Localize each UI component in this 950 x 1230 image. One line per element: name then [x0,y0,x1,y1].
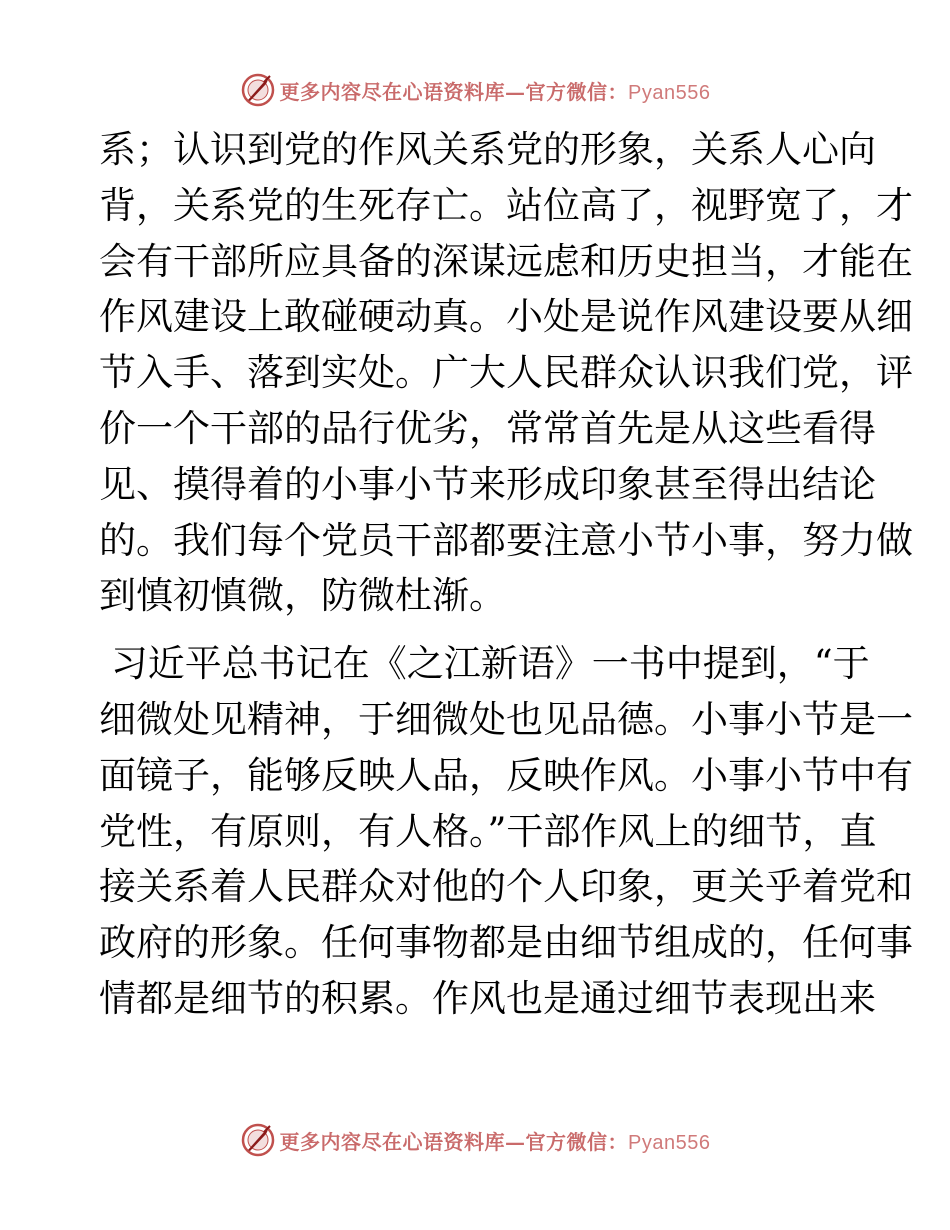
watermark-text: 更多内容尽在心语资料库—官方微信：Pyan556 [279,1129,711,1154]
text-line: 党性，有原则，有人格。”干部作风上的细节，直 [99,809,877,853]
text-line: 的。我们每个党员干部都要注意小节小事，努力做 [99,518,913,562]
footer-watermark [0,1120,950,1160]
text-line: 背，关系党的生死存亡。站位高了，视野宽了，才 [99,183,913,227]
paragraph-1 [99,122,913,624]
text-line: 节入手、落到实处。广大人民群众认识我们党，评 [99,351,913,395]
text-line: 面镜子，能够反映人品，反映作风。小事小节中有 [99,753,913,797]
text-line: 接关系着人民群众对他的个人印象，更关乎着党和 [99,865,913,909]
text-line: 到慎初慎微，防微杜渐。 [99,574,506,618]
text-line: 细微处见精神，于细微处也见品德。小事小节是一 [99,697,913,741]
quill-logo-icon [240,72,276,108]
header-watermark [0,70,950,110]
text-line: 政府的形象。任何事物都是由细节组成的，任何事 [99,921,913,965]
document-body [99,122,913,1027]
text-line: 见、摸得着的小事小节来形成印象甚至得出结论 [99,462,876,506]
watermark-wechat-id: Pyan556 [628,81,711,104]
quill-logo-icon [240,1122,276,1158]
text-line: 会有干部所应具备的深谋远虑和历史担当，才能在 [99,239,913,283]
text-line: 情都是细节的积累。作风也是通过细节表现出来 [99,976,876,1020]
text-line: 系；认识到党的作风关系党的形象，关系人心向 [99,128,876,171]
text-line: 价一个干部的品行优劣，常常首先是从这些看得 [99,406,876,450]
watermark-text: 更多内容尽在心语资料库—官方微信：Pyan556 [279,79,711,104]
paragraph-2 [99,636,913,1027]
watermark-wechat-id: Pyan556 [628,1131,711,1154]
text-line: 作风建设上敢碰硬动真。小处是说作风建设要从细 [99,295,913,339]
text-line: 习近平总书记在《之江新语》一书中提到，“于 [99,642,870,686]
